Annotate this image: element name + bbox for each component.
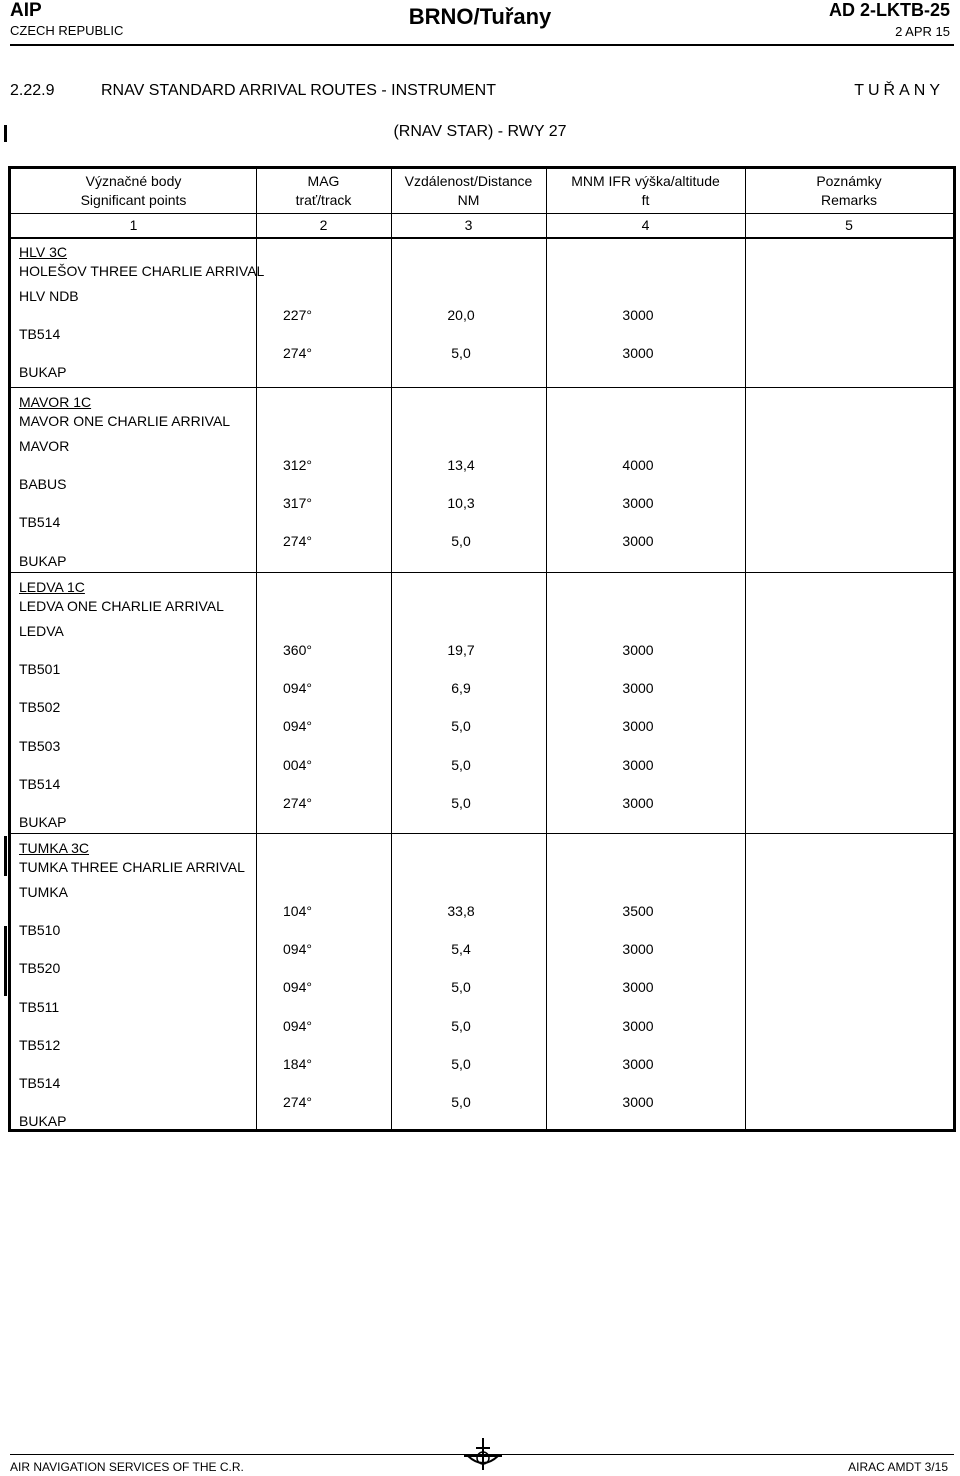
route-description: TUMKA THREE CHARLIE ARRIVAL [19, 859, 245, 875]
leg-altitude: 3000 [622, 757, 654, 773]
leg-altitude: 3000 [622, 718, 654, 734]
leg-track: 094° [283, 979, 312, 995]
col-header-remarks: Poznámky Remarks [816, 173, 882, 208]
column-divider [745, 169, 746, 1129]
leg-track: 274° [283, 1094, 312, 1110]
section-title: RNAV STANDARD ARRIVAL ROUTES - INSTRUMENT [101, 82, 496, 99]
route-divider [11, 572, 953, 573]
leg-track: 274° [283, 795, 312, 811]
leg-track: 312° [283, 457, 312, 473]
leg-altitude: 3000 [622, 1056, 654, 1072]
leg-altitude: 3000 [622, 1094, 654, 1110]
leg-distance: 5,0 [451, 718, 471, 734]
col-number: 5 [845, 217, 853, 233]
leg-track: 004° [283, 757, 312, 773]
leg-distance: 33,8 [447, 903, 475, 919]
leg-altitude: 3000 [622, 680, 654, 696]
significant-point: TB520 [19, 960, 61, 976]
leg-altitude: 3000 [622, 495, 654, 511]
section-place: TUŘANY [854, 82, 944, 99]
route-name: MAVOR 1C [19, 394, 92, 410]
leg-distance: 5,0 [451, 757, 471, 773]
leg-altitude: 4000 [622, 457, 654, 473]
significant-point: BUKAP [19, 364, 67, 380]
col-number: 1 [129, 217, 138, 233]
leg-altitude: 3000 [622, 307, 654, 323]
leg-distance: 5,0 [451, 345, 471, 361]
significant-point: BUKAP [19, 553, 67, 569]
significant-point: BUKAP [19, 814, 67, 830]
leg-distance: 20,0 [447, 307, 475, 323]
leg-track: 094° [283, 1018, 312, 1034]
leg-distance: 5,0 [451, 1018, 471, 1034]
leg-distance: 5,0 [451, 979, 471, 995]
significant-point: LEDVA [19, 623, 64, 639]
leg-track: 094° [283, 680, 312, 696]
route-description: LEDVA ONE CHARLIE ARRIVAL [19, 598, 224, 614]
significant-point: TB514 [19, 514, 61, 530]
col-header-distance: Vzdálenost/Distance NM [404, 173, 533, 208]
document-code: AD 2-LKTB-25 [828, 0, 950, 20]
header-divider [11, 213, 953, 214]
leg-distance: 13,4 [447, 457, 475, 473]
route-description: MAVOR ONE CHARLIE ARRIVAL [19, 413, 231, 429]
leg-altitude: 3000 [622, 941, 654, 957]
significant-point: BABUS [19, 476, 67, 492]
leg-distance: 5,0 [451, 1094, 471, 1110]
route-name: LEDVA 1C [19, 579, 85, 595]
leg-altitude: 3000 [622, 533, 654, 549]
leg-distance: 19,7 [447, 642, 475, 658]
leg-distance: 5,0 [451, 533, 471, 549]
col-number: 2 [319, 217, 328, 233]
leg-track: 184° [283, 1056, 312, 1072]
change-bar [4, 125, 7, 142]
header-divider [11, 237, 953, 239]
ans-logo-icon [462, 1436, 504, 1472]
significant-point: TB514 [19, 776, 61, 792]
leg-track: 227° [283, 307, 312, 323]
leg-track: 317° [283, 495, 312, 511]
effective-date: 2 APR 15 [895, 24, 950, 39]
leg-track: 360° [283, 642, 312, 658]
significant-point: TB510 [19, 922, 61, 938]
leg-altitude: 3000 [622, 1018, 654, 1034]
route-name: HLV 3C [19, 244, 67, 260]
significant-point: TB501 [19, 661, 61, 677]
page-title: BRNO/Tuřany [408, 4, 552, 29]
significant-point: TB511 [19, 999, 60, 1015]
col-header-points: Význačné body Significant points [80, 173, 187, 208]
footer-amendment: AIRAC AMDT 3/15 [848, 1460, 948, 1474]
leg-track: 094° [283, 718, 312, 734]
aip-label: AIP [10, 0, 42, 21]
column-divider [546, 169, 547, 1129]
significant-point: TB512 [19, 1037, 61, 1053]
star-table [8, 166, 956, 1132]
significant-point: BUKAP [19, 1113, 67, 1129]
leg-track: 094° [283, 941, 312, 957]
route-divider [11, 387, 953, 388]
route-divider [11, 833, 953, 834]
col-header-altitude: MNM IFR výška/altitude ft [571, 173, 720, 208]
leg-distance: 5,4 [451, 941, 471, 957]
significant-point: TB514 [19, 326, 61, 342]
leg-altitude: 3000 [622, 979, 654, 995]
significant-point: TB514 [19, 1075, 61, 1091]
change-bar [4, 926, 7, 996]
leg-distance: 5,0 [451, 795, 471, 811]
route-description: HOLEŠOV THREE CHARLIE ARRIVAL [19, 263, 265, 279]
leg-altitude: 3000 [622, 345, 654, 361]
leg-track: 104° [283, 903, 312, 919]
significant-point: HLV NDB [19, 288, 79, 304]
leg-altitude: 3000 [622, 642, 654, 658]
section-subtitle: (RNAV STAR) - RWY 27 [393, 123, 567, 140]
leg-distance: 10,3 [447, 495, 475, 511]
leg-distance: 6,9 [451, 680, 471, 696]
route-name: TUMKA 3C [19, 840, 90, 856]
header-rule [10, 44, 954, 46]
leg-distance: 5,0 [451, 1056, 471, 1072]
column-divider [256, 169, 257, 1129]
significant-point: MAVOR [19, 438, 70, 454]
leg-track: 274° [283, 345, 312, 361]
col-header-track: MAG trať/track [295, 173, 352, 208]
leg-altitude: 3500 [622, 903, 654, 919]
col-number: 3 [464, 217, 473, 233]
leg-altitude: 3000 [622, 795, 654, 811]
col-number: 4 [641, 217, 650, 233]
significant-point: TUMKA [19, 884, 68, 900]
country-label: CZECH REPUBLIC [10, 23, 124, 38]
column-divider [391, 169, 392, 1129]
change-bar [4, 836, 7, 876]
leg-track: 274° [283, 533, 312, 549]
significant-point: TB502 [19, 699, 61, 715]
significant-point: TB503 [19, 738, 61, 754]
footer-publisher: AIR NAVIGATION SERVICES OF THE C.R. [10, 1460, 244, 1474]
section-number: 2.22.9 [10, 82, 55, 99]
